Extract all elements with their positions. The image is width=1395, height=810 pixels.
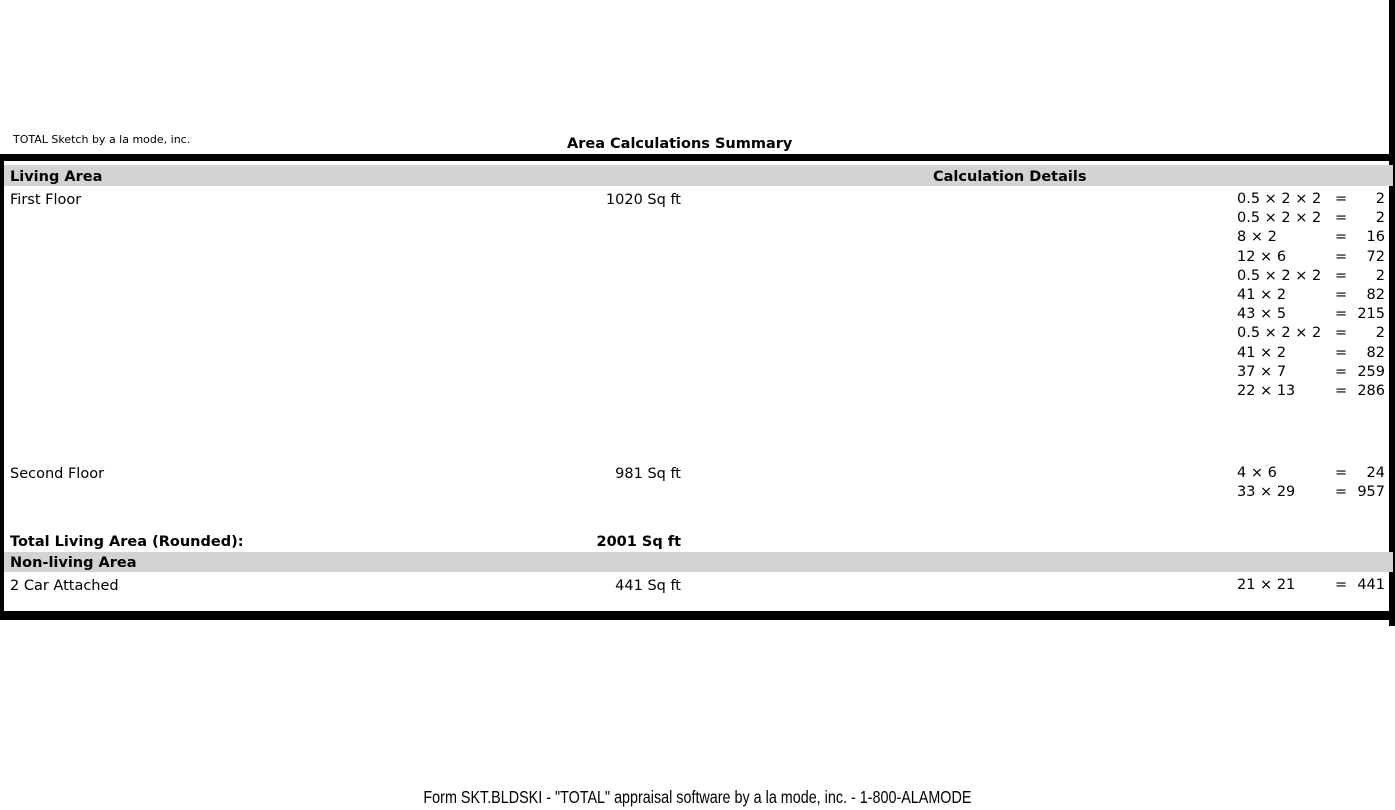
first-floor-calcs (1237, 190, 1385, 401)
living-area-header (4, 165, 1393, 186)
calc-expr: 0.5 × 2 × 2 (1237, 191, 1322, 207)
calc-value: 16 (1366, 229, 1385, 246)
calc-row (1237, 248, 1385, 267)
calc-value: 957 (1357, 484, 1385, 501)
calc-row (1237, 344, 1385, 363)
total-living-area-label: Total Living Area (Rounded): (10, 534, 244, 550)
calc-equals: = (1335, 229, 1348, 246)
calc-value: 286 (1357, 382, 1385, 399)
total-living-area-value: 2001 Sq ft (596, 534, 681, 550)
calc-equals: = (1335, 191, 1348, 207)
calc-equals: = (1335, 210, 1348, 227)
calc-value: 2 (1375, 267, 1385, 284)
first-floor-area: 1020 Sq ft (605, 192, 681, 208)
calc-equals: = (1335, 382, 1348, 399)
calc-value: 441 (1357, 577, 1385, 593)
calc-expr: 8 × 2 (1237, 229, 1277, 246)
calc-value: 2 (1375, 191, 1385, 207)
form-footer: Form SKT.BLDSKI - "TOTAL" appraisal software by a la mode, inc. - 1-800-ALAMODE (423, 787, 972, 807)
calc-expr: 4 × 6 (1237, 465, 1277, 481)
app-label: TOTAL Sketch by a la mode, inc. (13, 133, 191, 146)
calc-expr: 41 × 2 (1237, 286, 1287, 303)
calc-expr: 37 × 7 (1237, 363, 1287, 380)
calc-expr: 21 × 21 (1237, 577, 1296, 593)
first-floor-label: First Floor (10, 192, 82, 208)
right-border (1389, 0, 1395, 626)
non-living-area-label: Non-living Area (10, 555, 137, 571)
calc-row (1237, 190, 1385, 209)
calc-value: 215 (1357, 306, 1385, 323)
second-floor-label: Second Floor (10, 466, 105, 482)
second-floor-area: 981 Sq ft (615, 466, 681, 482)
calc-row (1237, 286, 1385, 305)
calc-row (1237, 267, 1385, 286)
calc-expr: 0.5 × 2 × 2 (1237, 325, 1322, 342)
top-divider (0, 154, 1395, 161)
calculation-details-label: Calculation Details (933, 169, 1087, 185)
calc-expr: 43 × 5 (1237, 306, 1287, 323)
calc-row (1237, 209, 1385, 228)
calc-expr: 0.5 × 2 × 2 (1237, 210, 1322, 227)
calc-value: 24 (1366, 465, 1385, 481)
non-living-area-header (4, 552, 1393, 572)
calc-equals: = (1335, 325, 1348, 342)
calc-value: 2 (1375, 210, 1385, 227)
calc-equals: = (1335, 267, 1348, 284)
page-title: Area Calculations Summary (567, 136, 793, 152)
bottom-divider (0, 611, 1395, 620)
calc-row (1237, 382, 1385, 401)
garage-calcs (1237, 576, 1385, 595)
calc-value: 2 (1375, 325, 1385, 342)
second-floor-calcs (1237, 464, 1385, 502)
calc-expr: 41 × 2 (1237, 344, 1287, 361)
calc-value: 259 (1357, 363, 1385, 380)
garage-area: 441 Sq ft (615, 578, 681, 594)
calc-value: 82 (1366, 344, 1385, 361)
calc-value: 72 (1366, 248, 1385, 265)
calc-row (1237, 483, 1385, 502)
calc-row (1237, 464, 1385, 483)
calc-value: 82 (1366, 286, 1385, 303)
calc-equals: = (1335, 248, 1348, 265)
calc-equals: = (1335, 363, 1348, 380)
calc-equals: = (1335, 577, 1348, 593)
calc-expr: 12 × 6 (1237, 248, 1287, 265)
calc-equals: = (1335, 465, 1348, 481)
calc-expr: 33 × 29 (1237, 484, 1296, 501)
calc-expr: 22 × 13 (1237, 382, 1296, 399)
calc-row (1237, 324, 1385, 343)
calc-row (1237, 305, 1385, 324)
area-table (0, 161, 1389, 611)
living-area-label: Living Area (10, 169, 103, 185)
calc-equals: = (1335, 306, 1348, 323)
calc-equals: = (1335, 286, 1348, 303)
calc-expr: 0.5 × 2 × 2 (1237, 267, 1322, 284)
calc-equals: = (1335, 484, 1348, 501)
calc-row (1237, 228, 1385, 247)
garage-label: 2 Car Attached (10, 578, 119, 594)
calc-row (1237, 576, 1385, 595)
calc-equals: = (1335, 344, 1348, 361)
calc-row (1237, 363, 1385, 382)
